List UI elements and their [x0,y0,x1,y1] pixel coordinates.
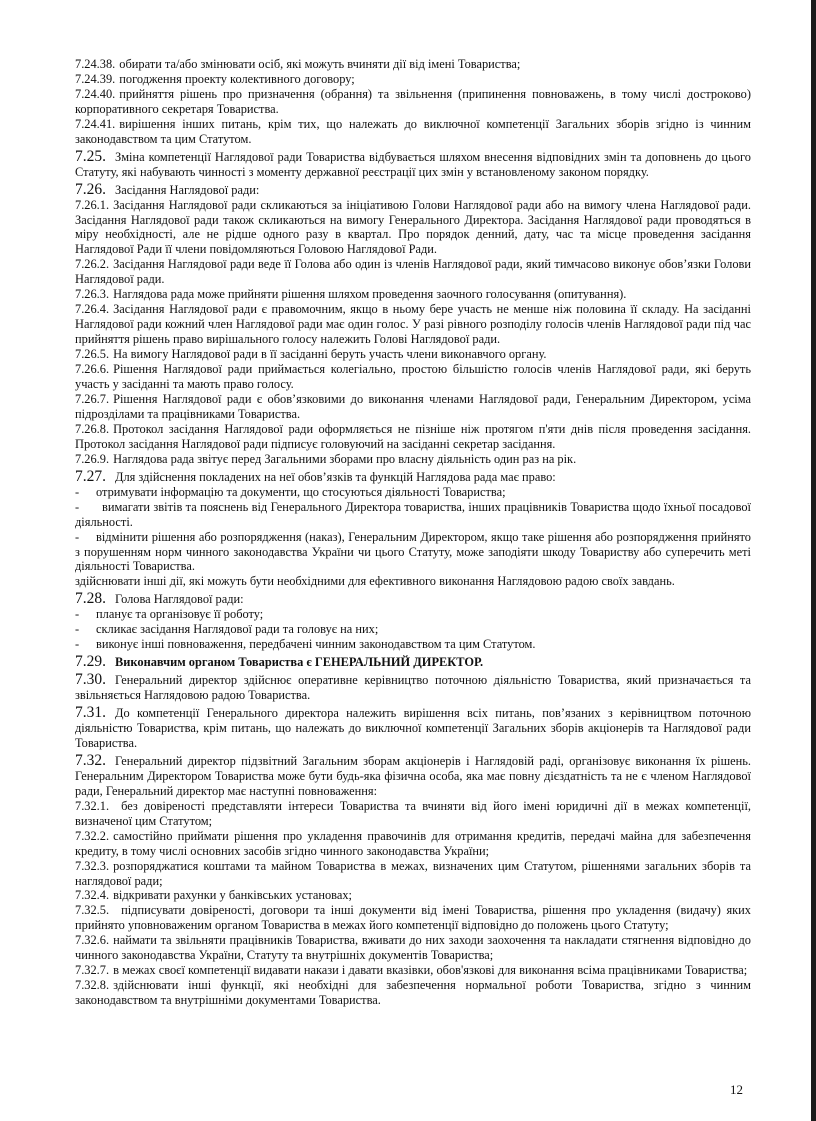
section-number: 7.30. [75,671,106,689]
section-text: Голова Наглядової ради: [115,592,244,607]
clause-7-32-4 [75,888,751,903]
bullet-text: вимагати звітів та пояснень від Генерального Директора товариства, інших працівників Товариства щодо їхньої посадової діяльності. [75,499,751,529]
clause-number: 7.24.39. [75,71,116,86]
bullet-dash: - [75,607,80,622]
clause-number: 7.26.3. [75,287,110,302]
clause-text: погодження проекту колективного договору; [119,71,355,86]
section-text: Для здійснення покладених на неї обов’язків та функцій Наглядова рада має право: [115,469,556,484]
bullet-text: відмінити рішення або розпорядження (наказ), Генеральним Директором, якщо таке рішення або розпорядження прийнято з порушенням норм чинного законодавства України чи цього Статуту, може заподіяти шкоду Товариству або суперечить меті діяльності Товариства. [75,529,751,574]
clause-number: 7.32.7. [75,963,110,978]
clause-text: Протокол засідання Наглядової ради оформляється не пізніше ніж протягом п'яти днів після проведення засідання. Протокол засідання Наглядової ради підписує головуючий на засіданні секретар засідання. [75,421,751,451]
section-number: 7.25. [75,147,106,165]
section-7-26 [75,180,751,198]
section-text: Генеральний директор підзвітний Загальним зборам акціонерів і Наглядовій раді, організовує виконання їх рішень. Генеральним Директором Товариства може бути будь-яка фізична особа, яка має повну дієздатність та не є членом Наглядової ради, Генеральний директор має наступні повноваження: [75,753,751,798]
bullet-text: планує та організовує її роботу; [96,607,264,622]
clause-number: 7.26.8. [75,421,110,436]
section-number: 7.27. [75,467,106,485]
clause-text: вирішення інших питань, крім тих, що належать до виключної компетенції Загальних зборів згідно із чинним законодавством та цим Статутом. [75,116,751,146]
bullet-text: виконує інші повноваження, передбачені чинним законодавством та цим Статутом. [96,637,536,652]
clause-text: підписувати довіреності, договори та інші документи від імені Товариства, рішення про укладення (видачу) яких прийнято уповноваженим органом Товариства в межах його компетенції відповідно до положень цього Статуту; [75,903,751,933]
clause-7-26-2 [75,257,751,287]
clause-number: 7.26.7. [75,391,110,406]
bullet-dash: - [75,637,80,652]
clause-7-26-3 [75,287,751,302]
clause-number: 7.26.6. [75,362,110,377]
clause-number: 7.26.2. [75,257,110,272]
section-number: 7.26. [75,180,106,198]
clause-7-24-41 [75,117,751,147]
bullet-dash: - [75,622,80,637]
clause-7-26-6 [75,362,751,392]
clause-number: 7.26.1. [75,197,110,212]
section-number: 7.32. [75,751,106,769]
clause-text: відкривати рахунки у банківських установах; [113,888,352,903]
bullet-item [75,607,751,622]
bullet-item [75,637,751,652]
clause-number: 7.26.4. [75,302,110,317]
clause-text: Наглядова рада може прийняти рішення шляхом проведення заочного голосування (опитування). [113,287,627,302]
clause-text: Наглядова рада звітує перед Загальними зборами про власну діяльність один раз на рік. [113,451,577,466]
clause-text: Засідання Наглядової ради скликаються за ініціативою Голови Наглядової ради або на вимогу члена Наглядової ради. Засідання Наглядової ради також скликаються на вимогу Генерального Директора. Засідання Наглядової ради проводяться в міру необхідності, але не рідше одного разу в квартал. Про порядок денний, дату, час та місце проведення засідання Наглядової Ради її члени повідомляються Головою Наглядової Ради. [75,197,751,257]
clause-number: 7.32.1. [75,798,110,813]
page-number: 12 [730,1082,743,1097]
document-body [75,57,751,1008]
section-7-29 [75,655,751,670]
clause-text: самостійно приймати рішення про укладення правочинів для отримання кредитів, передачі майна для забезпечення кредиту, в тому числі основних засобів згідно чинного законодавства України; [75,828,751,858]
clause-text: Рішення Наглядової ради є обов’язковими до виконання членами Наглядової ради, Генеральним Директором, усіма підрозділами та працівниками Товариства. [75,391,751,421]
clause-number: 7.32.2. [75,828,110,843]
bullet-dash: - [75,529,80,544]
clause-7-26-8 [75,422,751,452]
clause-7-32-8 [75,978,751,1008]
plain-paragraph [75,574,751,589]
clause-number: 7.32.3. [75,858,110,873]
bullet-item [75,500,751,530]
bullet-text: скликає засідання Наглядової ради та головує на них; [96,622,379,637]
section-text: Генеральний директор здійснює оперативне керівництво поточною діяльністю Товариства, який призначається та звільняється Наглядовою радою Товариства. [75,673,751,703]
bullet-item [75,622,751,637]
clause-text: в межах своєї компетенції видавати накази і давати вказівки, обов'язкові для виконання всіма працівниками Товариства; [113,963,748,978]
clause-7-26-9 [75,452,751,467]
clause-7-24-40 [75,87,751,117]
section-text: До компетенції Генерального директора належить вирішення всіх питань, пов’язаних з керівництвом поточною діяльністю Товариства, крім питань, що належать до виключної компетенції Загальних зборів акціонерів та Наглядової ради Товариства. [75,706,751,750]
clause-text: Рішення Наглядової ради приймається колегіально, простою більшістю голосів членів Наглядової ради, які беруть участь у засіданні та мають право голосу. [75,362,751,392]
section-number: 7.29. [75,653,106,671]
clause-7-32-1 [75,799,751,829]
clause-text: обирати та/або змінювати осіб, які можуть вчиняти дії від імені Товариства; [119,57,521,71]
clause-number: 7.32.4. [75,888,110,903]
clause-7-26-5 [75,347,751,362]
clause-text: наймати та звільняти працівників Товариства, вживати до них заходи заохочення та накладати стягнення відповідно до чинного законодавства України, Статуту та внутрішніх документів Товариства; [75,933,751,963]
clause-7-24-39 [75,72,751,87]
clause-number: 7.32.5. [75,903,110,918]
clause-text: Засідання Наглядової ради веде її Голова або один із членів Наглядової ради, який тимчасово виконує обов’язки Голови Наглядової ради. [75,257,751,287]
clause-text: прийняття рішень про призначення (обрання) та звільнення (припинення повноважень, в тому числі достроково) корпоративного секретаря Товариства. [75,86,751,116]
section-7-31 [75,706,751,751]
section-number: 7.28. [75,590,106,608]
clause-number: 7.26.9. [75,451,110,466]
clause-text: Засідання Наглядової ради є правомочним, якщо в ньому бере участь не менше ніж половина її складу. На засіданні Наглядової ради кожний член Наглядової ради має один голос. У разі рівного розподілу голосів членів Наглядової ради під час прийняття рішень право вирішального голосу належить Голові Наглядової ради. [75,302,751,347]
clause-number: 7.32.8. [75,978,110,993]
paragraph-text: здійснювати інші дії, які можуть бути необхідними для ефективного виконання Наглядовою радою своїх завдань. [75,574,675,589]
section-7-28 [75,592,751,607]
section-7-32 [75,751,751,799]
section-number: 7.31. [75,704,106,722]
section-text: Засідання Наглядової ради: [115,182,260,197]
bullet-text: отримувати інформацію та документи, що стосуються діяльності Товариства; [96,484,506,499]
clause-7-24-38 [75,57,751,72]
clause-number: 7.32.6. [75,933,110,948]
clause-number: 7.24.41. [75,116,116,131]
clause-number: 7.26.5. [75,347,110,362]
section-7-27 [75,467,751,485]
bullet-item [75,530,751,575]
clause-number: 7.24.40. [75,86,116,101]
bullet-item [75,485,751,500]
clause-text: розпоряджатися коштами та майном Товариства в межах, визначених цим Статутом, рішеннями загальних зборів та наглядової ради; [75,858,751,888]
clause-number: 7.24.38. [75,57,116,71]
clause-7-32-6 [75,933,751,963]
section-text: Виконавчим органом Товариства є ГЕНЕРАЛЬНИЙ ДИРЕКТОР. [115,655,484,670]
scan-page-edge [811,0,816,1121]
clause-7-26-7 [75,392,751,422]
clause-7-32-7 [75,963,751,978]
bullet-dash: - [75,499,80,514]
clause-text: здійснювати інші функції, які необхідні для забезпечення нормальної роботи Товариства, згідно з чинним законодавством та внутрішніми документами Товариства. [75,978,751,1008]
section-7-25 [75,147,751,180]
section-7-30 [75,673,751,703]
clause-7-32-5 [75,903,751,933]
bullet-dash: - [75,484,80,499]
clause-7-32-3 [75,859,751,889]
clause-text: без довіреності представляти інтереси Товариства та вчиняти від його імені юридичні дії в межах компетенції, визначеної цим Статутом; [75,798,751,828]
clause-7-26-4 [75,302,751,347]
clause-text: На вимогу Наглядової ради в її засіданні беруть участь члени виконавчого органу. [113,347,547,362]
clause-7-26-1 [75,198,751,258]
section-text: Зміна компетенції Наглядової ради Товариства відбувається шляхом внесення відповідних змін та доповнень до цього Статуту, які набувають чинності з моменту державної реєстрації цих змін у встановленому законом порядку. [75,149,751,179]
clause-7-32-2 [75,829,751,859]
